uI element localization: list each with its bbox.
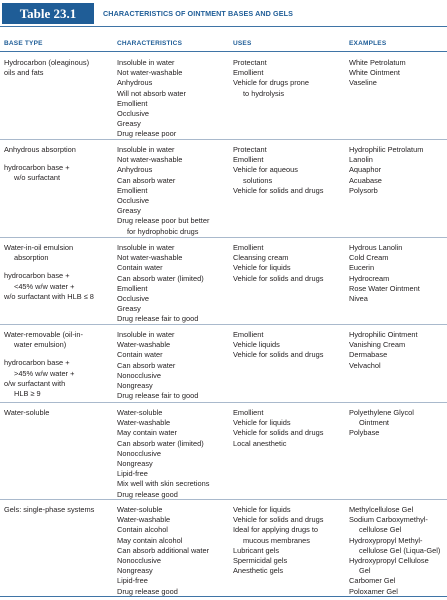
- base-type-cell: [4, 330, 83, 399]
- cell-line: Hydrocream: [349, 273, 390, 283]
- characteristics-cell: [117, 145, 209, 237]
- cell-line: Drug release good: [117, 586, 178, 596]
- table-row-water-removable: [0, 325, 447, 403]
- cell-line: Lipid-free: [117, 576, 148, 586]
- cell-line: Occlusive: [117, 109, 150, 119]
- cell-line: Aquaphor: [349, 165, 382, 175]
- header-uses: USES: [233, 40, 252, 47]
- cell-line: White Petrolatum: [349, 58, 406, 67]
- cell-line: water emulsion): [14, 340, 67, 350]
- cell-line: Nonocclusive: [117, 556, 161, 566]
- cell-line: Drug release fair to good: [117, 314, 199, 324]
- cell-line: o/w surfactant with: [4, 378, 66, 388]
- uses-cell: [233, 408, 323, 449]
- cell-line: cellulose Gel: [359, 525, 402, 535]
- cell-line: Greasy: [117, 304, 141, 314]
- cell-line: hydrocarbon base +: [4, 358, 70, 368]
- cell-line: hydrocarbon base +: [4, 271, 70, 281]
- cell-line: Can absorb water: [117, 360, 176, 370]
- cell-line: Dermabase: [349, 350, 388, 360]
- cell-line: Poloxamer Gel: [349, 586, 398, 596]
- uses-cell: [233, 58, 309, 99]
- cell-line: Nongreasy: [117, 459, 153, 469]
- cell-line: Ideal for applying drugs to: [233, 525, 319, 535]
- examples-cell: [349, 505, 440, 597]
- uses-cell: [233, 243, 323, 284]
- cell-line: Sodium Carboxymethyl-: [349, 515, 428, 525]
- cell-line: <45% w/w water +: [14, 281, 75, 291]
- cell-spacer: [4, 350, 83, 358]
- examples-cell: [349, 145, 423, 196]
- cell-line: May contain alcohol: [117, 535, 183, 545]
- cell-line: Emollient: [233, 155, 264, 165]
- cell-line: Mix well with skin secretions: [117, 479, 210, 489]
- cell-line: Polyethylene Glycol: [349, 408, 414, 417]
- cell-line: solutions: [243, 175, 273, 185]
- characteristics-cell: [117, 408, 209, 500]
- examples-cell: [349, 243, 420, 304]
- cell-line: Lipid-free: [117, 469, 148, 479]
- cell-line: Hydroxypropyl Methyl-: [349, 535, 423, 545]
- cell-line: Insoluble in water: [117, 243, 175, 252]
- cell-line: >45% w/w water +: [14, 368, 75, 378]
- cell-line: Insoluble in water: [117, 330, 175, 339]
- cell-line: White Ointment: [349, 68, 400, 78]
- cell-line: Protectant: [233, 58, 267, 67]
- cell-line: Hydroxypropyl Cellulose: [349, 556, 429, 566]
- cell-line: Emollient: [233, 243, 264, 252]
- cell-line: Hydrophilic Petrolatum: [349, 145, 424, 154]
- cell-line: Hydrophilic Ointment: [349, 330, 418, 339]
- cell-line: Anhydrous absorption: [4, 145, 76, 154]
- cell-line: Water-soluble: [117, 505, 163, 514]
- cell-line: Vehicle for solids and drugs: [233, 185, 324, 195]
- cell-line: Vehicle for solids and drugs: [233, 428, 324, 438]
- base-type-cell: [4, 58, 89, 78]
- cell-line: Drug release good: [117, 489, 178, 499]
- cell-line: Polybase: [349, 428, 380, 438]
- cell-line: Can absorb water: [117, 175, 176, 185]
- cell-line: Water-soluble: [117, 408, 163, 417]
- cell-line: cellulose Gel (Liqua-Gel): [359, 545, 441, 555]
- table-header-row: [0, 37, 447, 52]
- cell-line: Vehicle for solids and drugs: [233, 273, 324, 283]
- header-examples: EXAMPLES: [349, 40, 387, 47]
- cell-line: Drug release poor but better: [117, 216, 210, 226]
- cell-line: Vehicle for aqueous: [233, 165, 298, 175]
- base-type-cell: [4, 145, 76, 184]
- cell-line: Carbomer Gel: [349, 576, 396, 586]
- table-title: CHARACTERISTICS OF OINTMENT BASES AND GELS: [103, 9, 294, 18]
- table-number-badge: Table 23.1: [2, 3, 94, 24]
- cell-line: Anhydrous: [117, 165, 153, 175]
- cell-line: Insoluble in water: [117, 58, 175, 67]
- base-type-cell: [4, 408, 49, 418]
- cell-line: Contain water: [117, 350, 163, 360]
- cell-line: w/o surfactant: [14, 173, 61, 183]
- cell-line: Emollient: [117, 98, 148, 108]
- examples-cell: [349, 58, 406, 89]
- cell-line: Eucerin: [349, 263, 375, 273]
- cell-line: for hydrophobic drugs: [127, 226, 199, 236]
- cell-line: Greasy: [117, 119, 141, 129]
- cell-line: Will not absorb water: [117, 88, 187, 98]
- cell-line: Vanishing Cream: [349, 340, 406, 350]
- cell-line: Drug release fair to good: [117, 391, 199, 401]
- cell-line: Emollient: [233, 68, 264, 78]
- cell-line: Cleansing cream: [233, 253, 289, 263]
- cell-line: Can absorb water (limited): [117, 438, 204, 448]
- examples-cell: [349, 330, 418, 371]
- cell-line: Water-washable: [117, 340, 171, 350]
- cell-line: Hydrocarbon (oleaginous): [4, 58, 90, 67]
- cell-line: Nonocclusive: [117, 448, 161, 458]
- cell-spacer: [4, 155, 76, 163]
- cell-line: Anesthetic gels: [233, 566, 284, 576]
- cell-line: hydrocarbon base +: [4, 163, 70, 173]
- cell-line: Water-soluble: [4, 408, 50, 417]
- cell-line: Occlusive: [117, 196, 150, 206]
- cell-line: Hydrous Lanolin: [349, 243, 403, 252]
- cell-line: Cold Cream: [349, 253, 389, 263]
- cell-line: Rose Water Ointment: [349, 283, 420, 293]
- cell-line: Polysorb: [349, 185, 378, 195]
- cell-line: Velvachol: [349, 360, 381, 370]
- cell-line: Gel: [359, 566, 371, 576]
- cell-line: Water-washable: [117, 515, 171, 525]
- cell-line: Not water-washable: [117, 253, 183, 263]
- table-row-water-in-oil: [0, 238, 447, 325]
- table-row-anhydrous-absorption: [0, 140, 447, 238]
- cell-line: Acuabase: [349, 175, 382, 185]
- header-base-type: BASE TYPE: [4, 40, 43, 47]
- cell-line: Occlusive: [117, 294, 150, 304]
- table-row-gels: [0, 500, 447, 597]
- cell-line: Water-in-oil emulsion: [4, 243, 74, 252]
- cell-line: Nivea: [349, 294, 368, 304]
- uses-cell: [233, 330, 323, 361]
- cell-line: Contain water: [117, 263, 163, 273]
- cell-line: Ointment: [359, 418, 389, 428]
- table-row-water-soluble: [0, 403, 447, 500]
- cell-line: Vehicle for solids and drugs: [233, 350, 324, 360]
- cell-line: Methylcellulose Gel: [349, 505, 414, 514]
- cell-line: Emollient: [233, 330, 264, 339]
- cell-line: Water-washable: [117, 418, 171, 428]
- examples-cell: [349, 408, 414, 439]
- cell-spacer: [4, 263, 94, 271]
- table-title-bar: [0, 0, 447, 27]
- cell-line: absorption: [14, 253, 49, 263]
- cell-line: Not water-washable: [117, 68, 183, 78]
- cell-line: Vehicle for liquids: [233, 263, 291, 273]
- cell-line: Anhydrous: [117, 78, 153, 88]
- characteristics-cell: [117, 330, 198, 401]
- table-row-hydrocarbon: [0, 53, 447, 140]
- cell-line: Emollient: [117, 283, 148, 293]
- cell-line: Greasy: [117, 206, 141, 216]
- characteristics-cell: [117, 58, 186, 140]
- cell-line: Vehicle for solids and drugs: [233, 515, 324, 525]
- cell-line: Vehicle for drugs prone: [233, 78, 310, 88]
- cell-line: Vehicle for liquids: [233, 505, 291, 514]
- cell-line: Nongreasy: [117, 381, 153, 391]
- cell-line: Gels: single-phase systems: [4, 505, 95, 514]
- cell-line: Vaseline: [349, 78, 377, 88]
- base-type-cell: [4, 243, 94, 302]
- cell-line: Can absorb water (limited): [117, 273, 204, 283]
- cell-line: Protectant: [233, 145, 267, 154]
- cell-line: Can absorb additional water: [117, 545, 210, 555]
- cell-line: Drug release poor: [117, 129, 177, 139]
- cell-line: oils and fats: [4, 68, 44, 78]
- cell-line: Vehicle liquids: [233, 340, 280, 350]
- cell-line: to hydrolysis: [243, 88, 285, 98]
- characteristics-cell: [117, 243, 204, 325]
- cell-line: Emollient: [233, 408, 264, 417]
- cell-line: Contain alcohol: [117, 525, 168, 535]
- cell-line: Insoluble in water: [117, 145, 175, 154]
- cell-line: Not water-washable: [117, 155, 183, 165]
- cell-line: Nongreasy: [117, 566, 153, 576]
- cell-line: HLB ≥ 9: [14, 389, 41, 399]
- cell-line: Water-removable (oil-in-: [4, 330, 83, 339]
- uses-cell: [233, 505, 323, 576]
- cell-line: mucous membranes: [243, 535, 310, 545]
- cell-line: Spermicidal gels: [233, 556, 288, 566]
- cell-line: Emollient: [117, 185, 148, 195]
- base-type-cell: [4, 505, 94, 515]
- cell-line: Lanolin: [349, 155, 373, 165]
- cell-line: w/o surfactant with HLB ≤ 8: [4, 291, 94, 301]
- uses-cell: [233, 145, 323, 196]
- cell-line: May contain water: [117, 428, 177, 438]
- cell-line: Lubricant gels: [233, 545, 280, 555]
- characteristics-cell: [117, 505, 209, 597]
- cell-line: Vehicle for liquids: [233, 418, 291, 428]
- cell-line: Local anesthetic: [233, 438, 287, 448]
- header-characteristics: CHARACTERISTICS: [117, 40, 183, 47]
- cell-line: Nonocclusive: [117, 370, 161, 380]
